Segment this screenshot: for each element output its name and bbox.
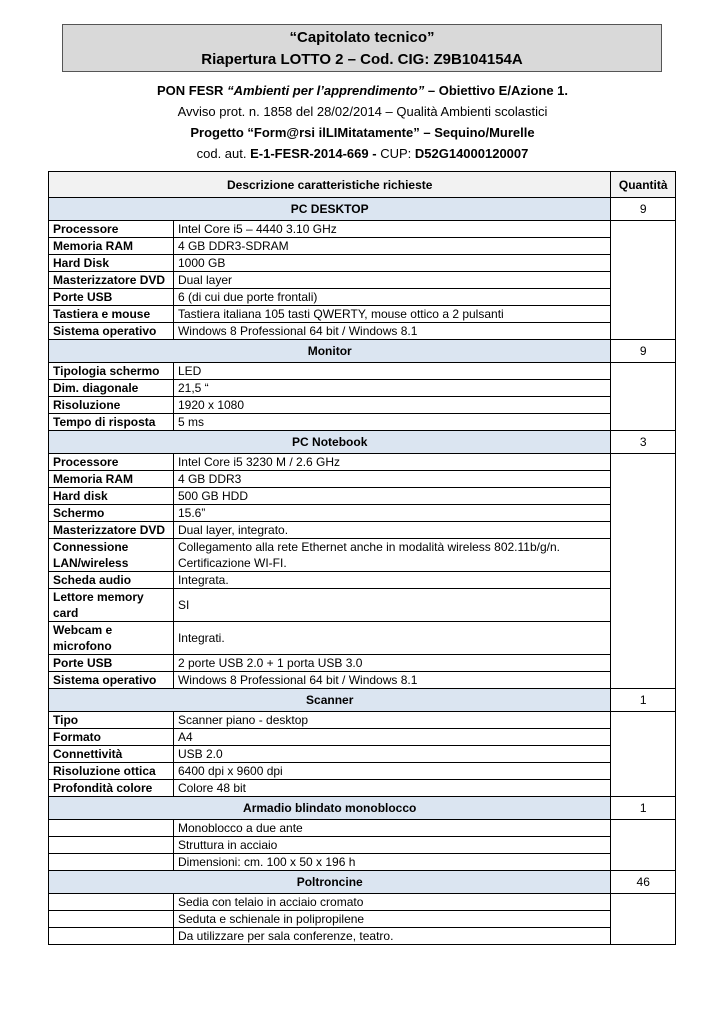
project-header (0, 80, 725, 164)
table-row (49, 589, 676, 622)
table-row (49, 763, 676, 780)
section-quantity: 1 (611, 689, 676, 712)
spec-value: 2 porte USB 2.0 + 1 porta USB 3.0 (173, 655, 610, 672)
spec-label: Hard Disk (49, 255, 174, 272)
table-row (49, 363, 676, 380)
header-line-2: Avviso prot. n. 1858 del 28/02/2014 – Qualità Ambienti scolastici (177, 104, 548, 119)
spec-label: Dim. diagonale (49, 380, 174, 397)
spec-value: Dimensioni: cm. 100 x 50 x 196 h (173, 854, 610, 871)
quantity-blank-cell (611, 454, 676, 689)
spec-value: 6400 dpi x 9600 dpi (173, 763, 610, 780)
spec-value: LED (173, 363, 610, 380)
spec-value: Monoblocco a due ante (173, 820, 610, 837)
table-row (49, 221, 676, 238)
spec-label: Tipo (49, 712, 174, 729)
spec-label: Schermo (49, 505, 174, 522)
section-quantity: 46 (611, 871, 676, 894)
spec-label: Masterizzatore DVD (49, 272, 174, 289)
spec-label: Risoluzione ottica (49, 763, 174, 780)
section-row (49, 431, 676, 454)
section-row (49, 340, 676, 363)
section-row (49, 689, 676, 712)
table-row (49, 572, 676, 589)
section-quantity: 9 (611, 198, 676, 221)
section-row (49, 797, 676, 820)
spec-label: Memoria RAM (49, 471, 174, 488)
spec-label: Formato (49, 729, 174, 746)
table-row (49, 454, 676, 471)
section-quantity: 3 (611, 431, 676, 454)
spec-value: 1920 x 1080 (173, 397, 610, 414)
quantity-blank-cell (611, 221, 676, 340)
spec-value: SI (173, 589, 610, 622)
spec-label: Hard disk (49, 488, 174, 505)
table-row (49, 854, 676, 871)
table-row (49, 729, 676, 746)
spec-label (49, 894, 174, 911)
quantity-blank-cell (611, 363, 676, 431)
spec-label: Memoria RAM (49, 238, 174, 255)
spec-value: Windows 8 Professional 64 bit / Windows 8.1 (173, 672, 610, 689)
header-line-3: Progetto “Form@rsi ilLIMitatamente” – Sequino/Murelle (190, 125, 535, 140)
spec-label: Lettore memory card (49, 589, 174, 622)
spec-label (49, 854, 174, 871)
table-row (49, 323, 676, 340)
spec-label: Profondità colore (49, 780, 174, 797)
table-row (49, 780, 676, 797)
table-row (49, 911, 676, 928)
section-title: Armadio blindato monoblocco (49, 797, 611, 820)
spec-value: 21,5 “ (173, 380, 610, 397)
spec-value: 4 GB DDR3 (173, 471, 610, 488)
quantity-blank-cell (611, 712, 676, 797)
table-row (49, 238, 676, 255)
spec-label: Porte USB (49, 655, 174, 672)
spec-label: Tastiera e mouse (49, 306, 174, 323)
spec-label: Sistema operativo (49, 323, 174, 340)
spec-label: Porte USB (49, 289, 174, 306)
section-row (49, 871, 676, 894)
table-row (49, 655, 676, 672)
spec-label: Webcam e microfono (49, 622, 174, 655)
spec-value: Struttura in acciaio (173, 837, 610, 854)
spec-label: Tempo di risposta (49, 414, 174, 431)
table-row (49, 380, 676, 397)
header-line-1: PON FESR “Ambienti per l’apprendimento” – Obiettivo E/Azione 1. (156, 83, 569, 98)
table-row (49, 894, 676, 911)
quantity-blank-cell (611, 894, 676, 945)
header-line-4: cod. aut. E-1-FESR-2014-669 - CUP: D52G14000120007 (196, 146, 529, 161)
table-row (49, 306, 676, 323)
spec-value: Intel Core i5 – 4440 3.10 GHz (173, 221, 610, 238)
spec-value: Dual layer (173, 272, 610, 289)
spec-value: Integrata. (173, 572, 610, 589)
table-row (49, 672, 676, 689)
section-title: PC Notebook (49, 431, 611, 454)
spec-value: 4 GB DDR3-SDRAM (173, 238, 610, 255)
table-row (49, 820, 676, 837)
spec-value: 5 ms (173, 414, 610, 431)
table-row (49, 622, 676, 655)
table-row (49, 255, 676, 272)
column-header-quantity: Quantità (611, 172, 676, 198)
section-title: PC DESKTOP (49, 198, 611, 221)
spec-label: Connettività (49, 746, 174, 763)
spec-value: Windows 8 Professional 64 bit / Windows 8.1 (173, 323, 610, 340)
section-title: Monitor (49, 340, 611, 363)
quantity-blank-cell (611, 820, 676, 871)
spec-label: Masterizzatore DVD (49, 522, 174, 539)
spec-value: 15.6” (173, 505, 610, 522)
column-header-description: Descrizione caratteristiche richieste (49, 172, 611, 198)
table-row (49, 712, 676, 729)
table-row (49, 289, 676, 306)
section-title: Poltroncine (49, 871, 611, 894)
spec-value: Seduta e schienale in polipropilene (173, 911, 610, 928)
section-title: Scanner (49, 689, 611, 712)
table-row (49, 505, 676, 522)
document-title-box (62, 24, 662, 72)
section-quantity: 1 (611, 797, 676, 820)
section-row (49, 198, 676, 221)
spec-label: Tipologia schermo (49, 363, 174, 380)
document-subtitle: Riapertura LOTTO 2 – Cod. CIG: Z9B104154A (201, 51, 523, 68)
spec-value: Da utilizzare per sala conferenze, teatro. (173, 928, 610, 945)
table-row (49, 414, 676, 431)
table-row (49, 746, 676, 763)
table-row (49, 488, 676, 505)
table-row (49, 928, 676, 945)
spec-label: Connessione LAN/wireless (49, 539, 174, 572)
spec-label (49, 837, 174, 854)
spec-label: Sistema operativo (49, 672, 174, 689)
spec-label (49, 820, 174, 837)
spec-label (49, 911, 174, 928)
table-row (49, 272, 676, 289)
spec-label: Processore (49, 454, 174, 471)
spec-value: 6 (di cui due porte frontali) (173, 289, 610, 306)
table-row (49, 522, 676, 539)
spec-value: USB 2.0 (173, 746, 610, 763)
specification-table (48, 171, 676, 945)
spec-label: Scheda audio (49, 572, 174, 589)
spec-value: Scanner piano - desktop (173, 712, 610, 729)
spec-label: Risoluzione (49, 397, 174, 414)
spec-value: A4 (173, 729, 610, 746)
document-title: “Capitolato tecnico” (289, 29, 435, 46)
spec-value: Dual layer, integrato. (173, 522, 610, 539)
spec-value: Sedia con telaio in acciaio cromato (173, 894, 610, 911)
spec-value: Integrati. (173, 622, 610, 655)
table-header-row (49, 172, 676, 198)
section-quantity: 9 (611, 340, 676, 363)
spec-label (49, 928, 174, 945)
spec-value: 500 GB HDD (173, 488, 610, 505)
spec-value: 1000 GB (173, 255, 610, 272)
table-row (49, 397, 676, 414)
table-row (49, 471, 676, 488)
table-row (49, 539, 676, 572)
spec-label: Processore (49, 221, 174, 238)
spec-value: Collegamento alla rete Ethernet anche in modalità wireless 802.11b/g/n. Certificazione WI-FI. (173, 539, 610, 572)
spec-value: Colore 48 bit (173, 780, 610, 797)
spec-value: Tastiera italiana 105 tasti QWERTY, mouse ottico a 2 pulsanti (173, 306, 610, 323)
spec-value: Intel Core i5 3230 M / 2.6 GHz (173, 454, 610, 471)
table-row (49, 837, 676, 854)
